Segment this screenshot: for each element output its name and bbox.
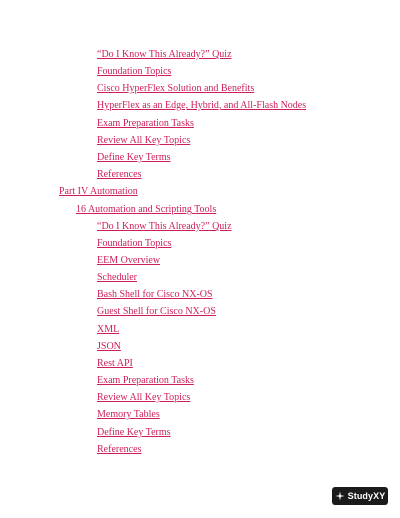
toc-part-heading[interactable]: Part IV Automation [59,186,138,197]
toc-entry[interactable]: Foundation Topics [97,238,172,249]
badge-label-accent: XY [373,491,386,501]
toc-entry[interactable]: References [97,444,142,455]
toc-entry[interactable]: Exam Preparation Tasks [97,118,194,129]
toc-entry[interactable]: Foundation Topics [97,66,172,77]
toc-entry[interactable]: Memory Tables [97,409,160,420]
badge-label: StudyXY [347,491,386,501]
toc-entry[interactable]: XML [97,324,120,335]
toc-entry[interactable]: Scheduler [97,272,137,283]
toc-entry[interactable]: Define Key Terms [97,427,171,438]
toc-entry[interactable]: HyperFlex as an Edge, Hybrid, and All-Flash Nodes [97,100,307,111]
toc-entry[interactable]: JSON [97,341,121,352]
toc-entry[interactable]: Exam Preparation Tasks [97,375,194,386]
toc-chapter-heading[interactable]: 16 Automation and Scripting Tools [76,204,217,215]
toc-entry[interactable]: EEM Overview [97,255,161,266]
toc-entry[interactable]: Guest Shell for Cisco NX-OS [97,306,216,317]
toc-entry[interactable]: Rest API [97,358,133,369]
toc-entry[interactable]: “Do I Know This Already?” Quiz [97,221,232,232]
toc-entry[interactable]: Review All Key Topics [97,392,191,403]
toc-entry[interactable]: References [97,169,142,180]
toc-entry[interactable]: Bash Shell for Cisco NX-OS [97,289,213,300]
toc-entry[interactable]: Define Key Terms [97,152,171,163]
toc-entry[interactable]: Cisco HyperFlex Solution and Benefits [97,83,255,94]
plus-sparkle-icon [335,491,345,501]
studyxy-badge[interactable] [332,487,388,505]
toc-entry[interactable]: Review All Key Topics [97,135,191,146]
toc-entry[interactable]: “Do I Know This Already?” Quiz [97,49,232,60]
